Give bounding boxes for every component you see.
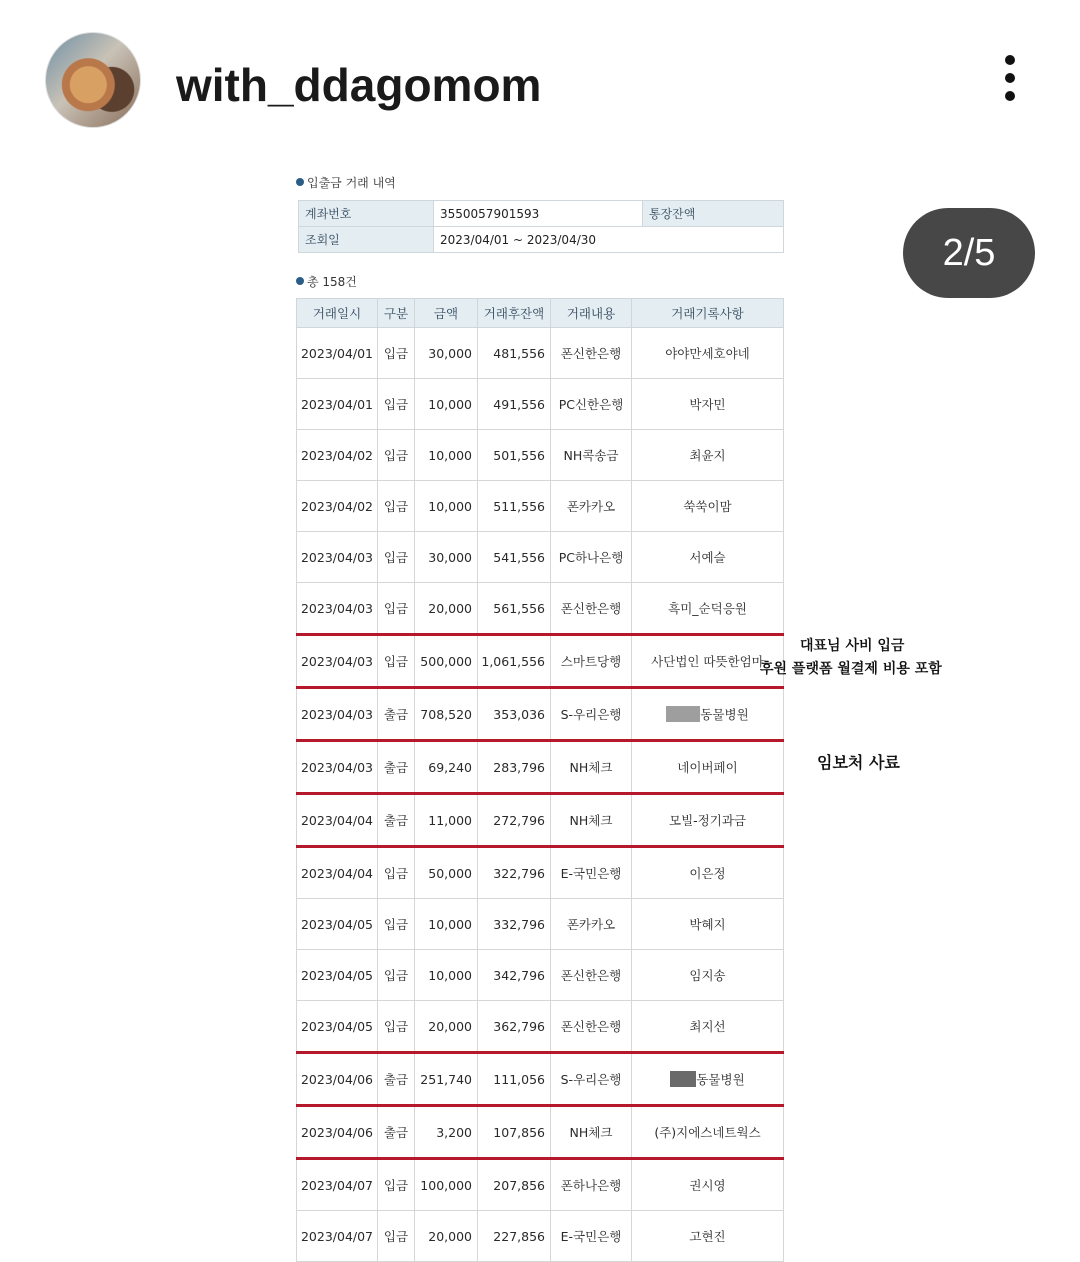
cell-balance bbox=[478, 532, 551, 583]
cell-memo bbox=[632, 1001, 784, 1053]
cell-memo bbox=[632, 847, 784, 899]
cell-text: 2023/04/05 bbox=[300, 916, 374, 932]
cell-text: 11,000 bbox=[428, 812, 472, 828]
cell-content bbox=[551, 847, 632, 899]
cell-text: 2023/04/04 bbox=[300, 812, 374, 828]
cell-text: 출금 bbox=[383, 813, 409, 828]
table-row bbox=[297, 481, 784, 532]
cell-balance bbox=[478, 1053, 551, 1106]
table-row bbox=[297, 430, 784, 481]
cell-text: 입금 bbox=[383, 448, 409, 463]
cell-date bbox=[297, 741, 378, 794]
image-counter-badge: 2/5 bbox=[903, 208, 1035, 298]
cell-content bbox=[551, 950, 632, 1001]
cell-text: 입금 bbox=[383, 601, 409, 616]
cell-text: 561,556 bbox=[493, 600, 545, 616]
cell-text: PC하나은행 bbox=[558, 550, 624, 565]
cell-text: 입금 bbox=[383, 550, 409, 565]
cell-text: 501,556 bbox=[493, 447, 545, 463]
cell-amount bbox=[415, 635, 478, 688]
account-value: 3550057901593 bbox=[434, 201, 643, 227]
cell-date bbox=[297, 583, 378, 635]
cell-text: 입금 bbox=[383, 346, 409, 361]
account-label: 계좌번호 bbox=[299, 201, 434, 227]
cell-amount bbox=[415, 430, 478, 481]
cell-text: 50,000 bbox=[428, 865, 472, 881]
cell-text: 69,240 bbox=[428, 759, 472, 775]
cell-text: NH체크 bbox=[569, 813, 613, 828]
cell-text: 모빌-정기과금 bbox=[669, 813, 746, 828]
cell-text: 342,796 bbox=[493, 967, 545, 983]
cell-text: 최윤지 bbox=[689, 448, 726, 463]
cell-amount bbox=[415, 1211, 478, 1262]
cell-amount bbox=[415, 583, 478, 635]
cell-text: 2023/04/05 bbox=[300, 967, 374, 983]
cell-text: 2023/04/06 bbox=[300, 1071, 374, 1087]
cell-text: 207,856 bbox=[493, 1177, 545, 1193]
cell-text: 353,036 bbox=[493, 706, 545, 722]
cell-type bbox=[378, 741, 415, 794]
cell-memo bbox=[632, 741, 784, 794]
cell-content bbox=[551, 430, 632, 481]
cell-text: 511,556 bbox=[493, 498, 545, 514]
cell-date bbox=[297, 1053, 378, 1106]
cell-type bbox=[378, 430, 415, 481]
cell-date bbox=[297, 1001, 378, 1053]
cell-memo bbox=[632, 688, 784, 741]
table-row bbox=[297, 1159, 784, 1211]
cell-date bbox=[297, 847, 378, 899]
cell-content bbox=[551, 379, 632, 430]
cell-text: 2023/04/03 bbox=[300, 653, 374, 669]
cell-text: 107,856 bbox=[493, 1124, 545, 1140]
cell-type bbox=[378, 328, 415, 379]
table-row bbox=[297, 1211, 784, 1262]
cell-text: 흑미_순덕응원 bbox=[668, 601, 747, 616]
cell-text: 고현진 bbox=[689, 1229, 726, 1244]
bullet-icon bbox=[296, 277, 304, 285]
cell-text: NH콕송금 bbox=[563, 448, 619, 463]
cell-text: 출금 bbox=[383, 707, 409, 722]
cell-text: 332,796 bbox=[493, 916, 545, 932]
cell-balance bbox=[478, 899, 551, 950]
cell-type bbox=[378, 1159, 415, 1211]
cell-text: 폰신한은행 bbox=[560, 601, 622, 616]
cell-text: 입금 bbox=[383, 917, 409, 932]
cell-text: 2023/04/03 bbox=[300, 706, 374, 722]
cell-amount bbox=[415, 741, 478, 794]
cell-memo bbox=[632, 950, 784, 1001]
table-row bbox=[297, 635, 784, 688]
redacted-block bbox=[666, 706, 700, 722]
cell-amount bbox=[415, 1106, 478, 1159]
cell-text: 입금 bbox=[383, 1229, 409, 1244]
cell-memo bbox=[632, 1159, 784, 1211]
cell-balance bbox=[478, 430, 551, 481]
post-header bbox=[0, 0, 1080, 170]
cell-text: (주)지에스네트웍스 bbox=[654, 1125, 761, 1140]
table-row bbox=[297, 899, 784, 950]
cell-memo bbox=[632, 430, 784, 481]
cell-content bbox=[551, 688, 632, 741]
cell-balance bbox=[478, 688, 551, 741]
cell-text: 폰신한은행 bbox=[560, 968, 622, 983]
cell-type bbox=[378, 379, 415, 430]
column-header: 금액 bbox=[415, 299, 478, 328]
cell-text: 쑥쑥이맘 bbox=[683, 499, 732, 514]
cell-text: 출금 bbox=[383, 760, 409, 775]
cell-type bbox=[378, 1001, 415, 1053]
column-header: 거래후잔액 bbox=[478, 299, 551, 328]
table-row bbox=[297, 688, 784, 741]
cell-content bbox=[551, 1106, 632, 1159]
cell-text: NH체크 bbox=[569, 1125, 613, 1140]
cell-date bbox=[297, 430, 378, 481]
column-header: 거래내용 bbox=[551, 299, 632, 328]
date-value: 2023/04/01 ~ 2023/04/30 bbox=[434, 227, 784, 253]
bullet-icon bbox=[296, 178, 304, 186]
cell-text: 입금 bbox=[383, 1019, 409, 1034]
cell-text: 2023/04/02 bbox=[300, 447, 374, 463]
annotation-platform-fee: 후원 플랫폼 월결제 비용 포함 bbox=[760, 661, 942, 677]
cell-balance bbox=[478, 635, 551, 688]
cell-text: 폰카카오 bbox=[566, 917, 616, 932]
cell-text: 541,556 bbox=[493, 549, 545, 565]
cell-content bbox=[551, 899, 632, 950]
cell-memo bbox=[632, 379, 784, 430]
cell-text: 서예슬 bbox=[689, 550, 726, 565]
cell-date bbox=[297, 328, 378, 379]
cell-text: 2023/04/01 bbox=[300, 345, 374, 361]
balance-label: 통장잔액 bbox=[643, 201, 784, 227]
table-row bbox=[297, 1106, 784, 1159]
cell-text: 임지송 bbox=[689, 968, 726, 983]
cell-amount bbox=[415, 950, 478, 1001]
cell-text: 박자민 bbox=[689, 397, 726, 412]
cell-content bbox=[551, 1053, 632, 1106]
cell-type bbox=[378, 583, 415, 635]
cell-date bbox=[297, 481, 378, 532]
cell-content bbox=[551, 1159, 632, 1211]
cell-text: 이은정 bbox=[689, 866, 726, 881]
cell-text: 30,000 bbox=[428, 549, 472, 565]
cell-text: 입금 bbox=[383, 866, 409, 881]
section-title: 입출금 거래 내역 bbox=[296, 174, 396, 191]
cell-content bbox=[551, 328, 632, 379]
cell-text: 2023/04/05 bbox=[300, 1018, 374, 1034]
cell-text: 111,056 bbox=[493, 1071, 545, 1087]
cell-date bbox=[297, 688, 378, 741]
cell-text: 네이버페이 bbox=[677, 760, 738, 775]
cell-amount bbox=[415, 532, 478, 583]
table-row bbox=[297, 532, 784, 583]
cell-date bbox=[297, 899, 378, 950]
cell-text: 2023/04/03 bbox=[300, 600, 374, 616]
cell-text: 20,000 bbox=[428, 1018, 472, 1034]
cell-balance bbox=[478, 481, 551, 532]
cell-text: 322,796 bbox=[493, 865, 545, 881]
cell-balance bbox=[478, 1001, 551, 1053]
cell-type bbox=[378, 899, 415, 950]
cell-text: 491,556 bbox=[493, 396, 545, 412]
cell-date bbox=[297, 532, 378, 583]
cell-text: 100,000 bbox=[420, 1177, 472, 1193]
avatar[interactable] bbox=[45, 32, 141, 128]
table-row bbox=[297, 1001, 784, 1053]
annotation-foster-food: 임보처 사료 bbox=[817, 753, 900, 772]
column-header: 거래일시 bbox=[297, 299, 378, 328]
cell-amount bbox=[415, 847, 478, 899]
total-count: 총 158건 bbox=[296, 273, 357, 290]
cell-text: 30,000 bbox=[428, 345, 472, 361]
table-header-row bbox=[297, 299, 784, 328]
cell-text: 동물병원 bbox=[700, 707, 749, 722]
cell-balance bbox=[478, 847, 551, 899]
cell-text: 입금 bbox=[383, 499, 409, 514]
cell-text: 입금 bbox=[383, 968, 409, 983]
cell-type bbox=[378, 950, 415, 1001]
cell-text: 동물병원 bbox=[696, 1072, 745, 1087]
cell-balance bbox=[478, 1211, 551, 1262]
cell-amount bbox=[415, 688, 478, 741]
cell-text: 500,000 bbox=[420, 653, 472, 669]
cell-balance bbox=[478, 583, 551, 635]
cell-date bbox=[297, 950, 378, 1001]
cell-text: 2023/04/03 bbox=[300, 549, 374, 565]
cell-date bbox=[297, 1211, 378, 1262]
cell-text: 2023/04/02 bbox=[300, 498, 374, 514]
cell-text: 박혜지 bbox=[689, 917, 726, 932]
cell-text: 폰카카오 bbox=[566, 499, 616, 514]
table-row bbox=[297, 741, 784, 794]
cell-text: 708,520 bbox=[420, 706, 472, 722]
cell-type bbox=[378, 688, 415, 741]
redacted-block bbox=[670, 1071, 696, 1087]
cell-amount bbox=[415, 379, 478, 430]
cell-balance bbox=[478, 950, 551, 1001]
cell-balance bbox=[478, 1106, 551, 1159]
cell-text: 최지선 bbox=[689, 1019, 726, 1034]
cell-text: 2023/04/01 bbox=[300, 396, 374, 412]
cell-type bbox=[378, 794, 415, 847]
cell-text: 10,000 bbox=[428, 447, 472, 463]
cell-amount bbox=[415, 794, 478, 847]
cell-type bbox=[378, 1106, 415, 1159]
table-row bbox=[297, 1053, 784, 1106]
cell-text: NH체크 bbox=[569, 760, 613, 775]
cell-content bbox=[551, 635, 632, 688]
table-row bbox=[297, 794, 784, 847]
cell-text: 2023/04/03 bbox=[300, 759, 374, 775]
cell-date bbox=[297, 794, 378, 847]
cell-content bbox=[551, 794, 632, 847]
cell-type bbox=[378, 532, 415, 583]
cell-text: 10,000 bbox=[428, 396, 472, 412]
table-row bbox=[297, 950, 784, 1001]
table-row bbox=[297, 379, 784, 430]
cell-text: E-국민은행 bbox=[560, 1229, 622, 1244]
cell-memo bbox=[632, 794, 784, 847]
table-row bbox=[297, 847, 784, 899]
cell-text: 권시영 bbox=[689, 1178, 726, 1193]
cell-text: 야야만세호야네 bbox=[665, 346, 750, 361]
transactions-table bbox=[296, 298, 784, 1262]
cell-text: 20,000 bbox=[428, 1228, 472, 1244]
cell-text: 272,796 bbox=[493, 812, 545, 828]
cell-balance bbox=[478, 1159, 551, 1211]
cell-date bbox=[297, 1106, 378, 1159]
cell-text: 2023/04/04 bbox=[300, 865, 374, 881]
cell-type bbox=[378, 1053, 415, 1106]
cell-text: 251,740 bbox=[420, 1071, 472, 1087]
cell-text: 2023/04/06 bbox=[300, 1124, 374, 1140]
cell-balance bbox=[478, 328, 551, 379]
cell-memo bbox=[632, 1211, 784, 1262]
cell-text: 사단법인 따뜻한엄마 bbox=[651, 654, 764, 669]
cell-text: 227,856 bbox=[493, 1228, 545, 1244]
column-header: 구분 bbox=[378, 299, 415, 328]
cell-text: 362,796 bbox=[493, 1018, 545, 1034]
cell-text: 3,200 bbox=[436, 1124, 472, 1140]
cell-memo bbox=[632, 1106, 784, 1159]
cell-amount bbox=[415, 1053, 478, 1106]
cell-date bbox=[297, 379, 378, 430]
username[interactable]: with_ddagomom bbox=[176, 59, 542, 111]
cell-text: S-우리은행 bbox=[560, 707, 622, 722]
cell-text: 폰신한은행 bbox=[560, 1019, 622, 1034]
cell-balance bbox=[478, 741, 551, 794]
column-header: 거래기록사항 bbox=[632, 299, 784, 328]
cell-content bbox=[551, 1001, 632, 1053]
cell-text: 20,000 bbox=[428, 600, 472, 616]
cell-amount bbox=[415, 328, 478, 379]
cell-amount bbox=[415, 1001, 478, 1053]
cell-amount bbox=[415, 899, 478, 950]
cell-text: 10,000 bbox=[428, 916, 472, 932]
cell-type bbox=[378, 1211, 415, 1262]
cell-content bbox=[551, 583, 632, 635]
cell-text: 481,556 bbox=[493, 345, 545, 361]
cell-memo bbox=[632, 583, 784, 635]
cell-text: 입금 bbox=[383, 397, 409, 412]
cell-balance bbox=[478, 379, 551, 430]
cell-content bbox=[551, 1211, 632, 1262]
cell-text: 10,000 bbox=[428, 498, 472, 514]
table-row bbox=[297, 328, 784, 379]
cell-balance bbox=[478, 794, 551, 847]
cell-date bbox=[297, 635, 378, 688]
cell-type bbox=[378, 635, 415, 688]
cell-text: S-우리은행 bbox=[560, 1072, 622, 1087]
cell-type bbox=[378, 481, 415, 532]
cell-text: 2023/04/07 bbox=[300, 1228, 374, 1244]
account-info-table bbox=[298, 200, 784, 253]
cell-text: 입금 bbox=[383, 1178, 409, 1193]
cell-content bbox=[551, 532, 632, 583]
cell-memo bbox=[632, 328, 784, 379]
cell-text: 입금 bbox=[383, 654, 409, 669]
date-label: 조회일 bbox=[299, 227, 434, 253]
cell-memo bbox=[632, 481, 784, 532]
cell-text: 2023/04/07 bbox=[300, 1177, 374, 1193]
cell-memo bbox=[632, 899, 784, 950]
cell-text: 10,000 bbox=[428, 967, 472, 983]
cell-text: 폰하나은행 bbox=[560, 1178, 622, 1193]
cell-text: E-국민은행 bbox=[560, 866, 622, 881]
cell-content bbox=[551, 481, 632, 532]
cell-text: 폰신한은행 bbox=[560, 346, 622, 361]
cell-text: 283,796 bbox=[493, 759, 545, 775]
cell-type bbox=[378, 847, 415, 899]
cell-amount bbox=[415, 1159, 478, 1211]
cell-text: PC신한은행 bbox=[558, 397, 624, 412]
cell-text: 스마트당행 bbox=[560, 654, 622, 669]
cell-content bbox=[551, 741, 632, 794]
cell-text: 1,061,556 bbox=[481, 653, 545, 669]
cell-memo bbox=[632, 532, 784, 583]
cell-date bbox=[297, 1159, 378, 1211]
cell-text: 출금 bbox=[383, 1125, 409, 1140]
cell-text: 출금 bbox=[383, 1072, 409, 1087]
cell-memo bbox=[632, 1053, 784, 1106]
cell-amount bbox=[415, 481, 478, 532]
more-options-icon[interactable] bbox=[1000, 55, 1020, 109]
table-row bbox=[297, 583, 784, 635]
annotation-owner-deposit: 대표님 사비 입금 bbox=[800, 638, 905, 654]
